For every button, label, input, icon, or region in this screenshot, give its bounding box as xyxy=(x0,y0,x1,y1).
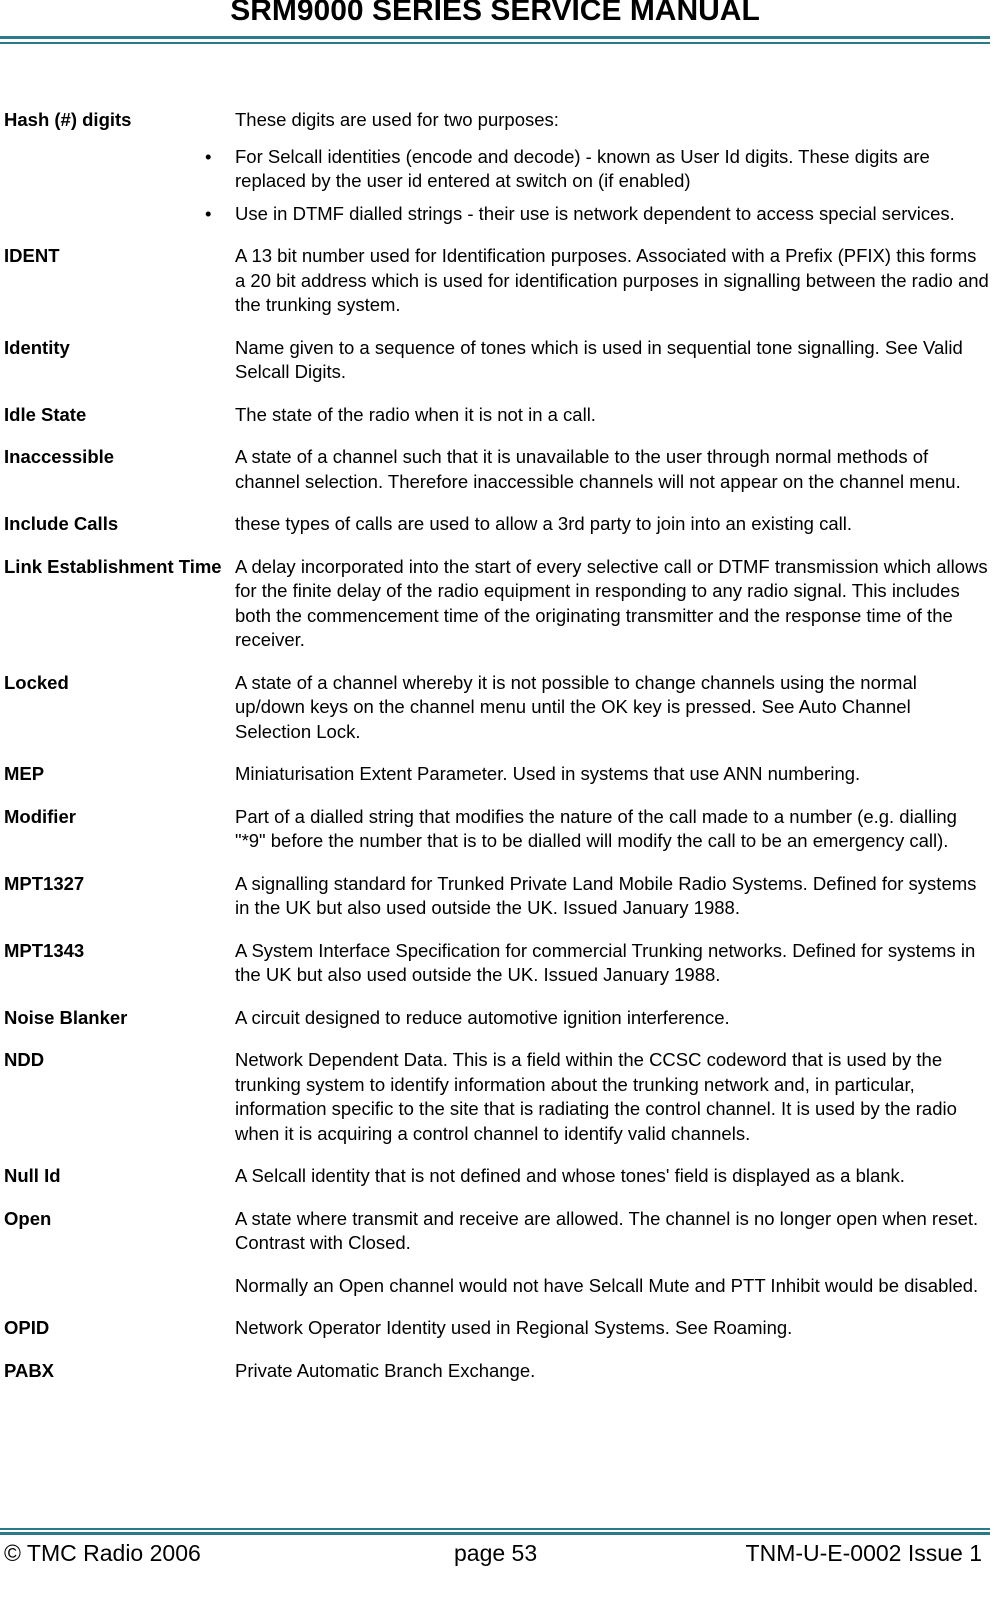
glossary-definition xyxy=(235,445,989,494)
glossary-term: Include Calls xyxy=(4,513,119,534)
definition-paragraph: The state of the radio when it is not in a call. xyxy=(235,403,596,425)
definition-paragraph: A Selcall identity that is not defined and whose tones' field is displayed as a blank. xyxy=(235,1165,905,1186)
glossary-entry xyxy=(4,445,989,494)
glossary-term: Inaccessible xyxy=(4,446,115,467)
glossary-entry xyxy=(4,1207,989,1299)
footer-rule-thin xyxy=(0,1528,990,1530)
glossary-term: Noise Blanker xyxy=(4,1006,128,1028)
definition-paragraph: A System Interface Specification for commercial Trunking networks. Defined for systems in the UK but also used outside the UK. Issued January 1988. xyxy=(235,939,976,985)
definition-paragraph: Part of a dialled string that modifies the nature of the call made to a number (e.g. dialling "*9" before the number that is to be dialled will modify the call to be an emergency call). xyxy=(235,805,957,851)
glossary-term: Hash (#) digits xyxy=(4,109,132,130)
definition-paragraph: A state where transmit and receive are allowed. The channel is no longer open when reset. Contrast with Closed. xyxy=(235,1207,979,1253)
definition-paragraph: A signalling standard for Trunked Private Land Mobile Radio Systems. Defined for systems in the UK but also used outside the UK. Issued January 1988. xyxy=(235,872,977,918)
glossary-definition xyxy=(235,403,989,428)
glossary-term: OPID xyxy=(4,1317,50,1338)
glossary-definition xyxy=(235,512,989,537)
definition-paragraph: Network Operator Identity used in Regional Systems. See Roaming. xyxy=(235,1317,793,1338)
header-rule-thick xyxy=(0,36,990,39)
glossary-entry xyxy=(4,939,989,988)
definition-bullet-item xyxy=(205,202,989,227)
glossary-definition xyxy=(235,244,989,318)
footer-page-number: page 53 xyxy=(454,1540,538,1566)
glossary-term: MEP xyxy=(4,763,45,784)
glossary-entry xyxy=(4,512,989,537)
definition-paragraph: A state of a channel such that it is unavailable to the user through normal methods of channel selection. Therefore inaccessible channels will not appear on the channel menu. xyxy=(235,446,961,492)
definition-bullet-list xyxy=(205,145,989,227)
glossary-definition xyxy=(235,336,989,385)
glossary-definition xyxy=(235,671,989,745)
glossary-term: Null Id xyxy=(4,1165,61,1186)
glossary-entry xyxy=(4,1164,989,1189)
glossary-definition xyxy=(235,555,989,653)
definition-paragraph: These digits are used for two purposes: xyxy=(235,109,559,130)
glossary-definition xyxy=(235,1164,989,1189)
glossary-entry xyxy=(4,1359,989,1384)
glossary-term: MPT1327 xyxy=(4,872,85,894)
glossary-entry xyxy=(4,1006,989,1031)
bullet-icon: • xyxy=(205,145,212,167)
definition-bullet-item xyxy=(205,145,989,194)
definition-paragraph: A delay incorporated into the start of every selective call or DTMF transmission which allows for the finite delay of the radio equipment in responding to any radio signal. This includes both the commencement time of the originating transmitter and the response time of the receiver. xyxy=(235,555,988,650)
glossary-term: NDD xyxy=(4,1049,45,1070)
glossary-entry xyxy=(4,671,989,745)
glossary-definition xyxy=(235,762,989,787)
definition-paragraph: Private Automatic Branch Exchange. xyxy=(235,1359,536,1381)
glossary-definition xyxy=(235,1316,989,1341)
definition-paragraph: these types of calls are used to allow a 3rd party to join into an existing call. xyxy=(235,513,853,534)
glossary-entry xyxy=(4,244,989,318)
glossary-entry xyxy=(4,403,989,428)
glossary-definition xyxy=(235,872,989,921)
definition-paragraph: A circuit designed to reduce automotive ignition interference. xyxy=(235,1006,730,1028)
bullet-icon: • xyxy=(205,202,212,224)
page-title: SRM9000 SERIES SERVICE MANUAL xyxy=(230,0,760,27)
glossary-term: Modifier xyxy=(4,805,76,827)
glossary-term: Link Establishment Time xyxy=(4,555,222,577)
definition-paragraph: A state of a channel whereby it is not possible to change channels using the normal up/down keys on the channel menu until the OK key is pressed. See Auto Channel Selection Lock. xyxy=(235,671,917,742)
glossary-term: MPT1343 xyxy=(4,939,85,961)
glossary-term: IDENT xyxy=(4,245,60,266)
glossary-definition xyxy=(235,1006,989,1031)
glossary-entry xyxy=(4,555,989,653)
glossary-definition xyxy=(235,1048,989,1146)
glossary-term: Locked xyxy=(4,671,69,693)
glossary-entry xyxy=(4,872,989,921)
definition-paragraph: A 13 bit number used for Identification purposes. Associated with a Prefix (PFIX) this forms a 20 bit address which is used for identification purposes in signalling between the radio and the trunking system. xyxy=(235,245,989,315)
glossary-list xyxy=(4,108,989,1401)
header-rule-thin xyxy=(0,42,990,44)
glossary-entry xyxy=(4,336,989,385)
glossary-definition xyxy=(235,805,989,854)
glossary-entry xyxy=(4,762,989,787)
bullet-text: Use in DTMF dialled strings - their use is network dependent to access special services. xyxy=(235,202,955,224)
definition-paragraph: Network Dependent Data. This is a field within the CCSC codeword that is used by the trunking system to identify information about the trunking network and, in particular, information specific to the site that is radiating the control channel. It is used by the radio when it is acquiring a control channel to identify valid channels. xyxy=(235,1049,957,1144)
footer-document-id: TNM-U-E-0002 Issue 1 xyxy=(745,1540,982,1566)
definition-paragraph: Miniaturisation Extent Parameter. Used in systems that use ANN numbering. xyxy=(235,763,861,784)
footer-copyright: © TMC Radio 2006 xyxy=(4,1540,201,1566)
glossary-entry xyxy=(4,108,989,226)
glossary-entry xyxy=(4,1316,989,1341)
glossary-term: Identity xyxy=(4,336,70,358)
glossary-definition xyxy=(235,1359,989,1384)
glossary-definition xyxy=(235,939,989,988)
glossary-entry xyxy=(4,805,989,854)
glossary-entry xyxy=(4,1048,989,1146)
bullet-text: For Selcall identities (encode and decode) - known as User Id digits. These digits are replaced by the user id entered at switch on (if enabled) xyxy=(235,145,930,191)
definition-paragraph: Normally an Open channel would not have Selcall Mute and PTT Inhibit would be disabled. xyxy=(235,1274,979,1296)
footer-rule-thick xyxy=(0,1532,990,1535)
glossary-term: PABX xyxy=(4,1359,55,1381)
glossary-term: Open xyxy=(4,1207,52,1229)
glossary-definition xyxy=(205,108,989,226)
glossary-term: Idle State xyxy=(4,403,87,425)
glossary-definition xyxy=(235,1207,989,1299)
definition-paragraph: Name given to a sequence of tones which is used in sequential tone signalling. See Valid Selcall Digits. xyxy=(235,336,963,382)
